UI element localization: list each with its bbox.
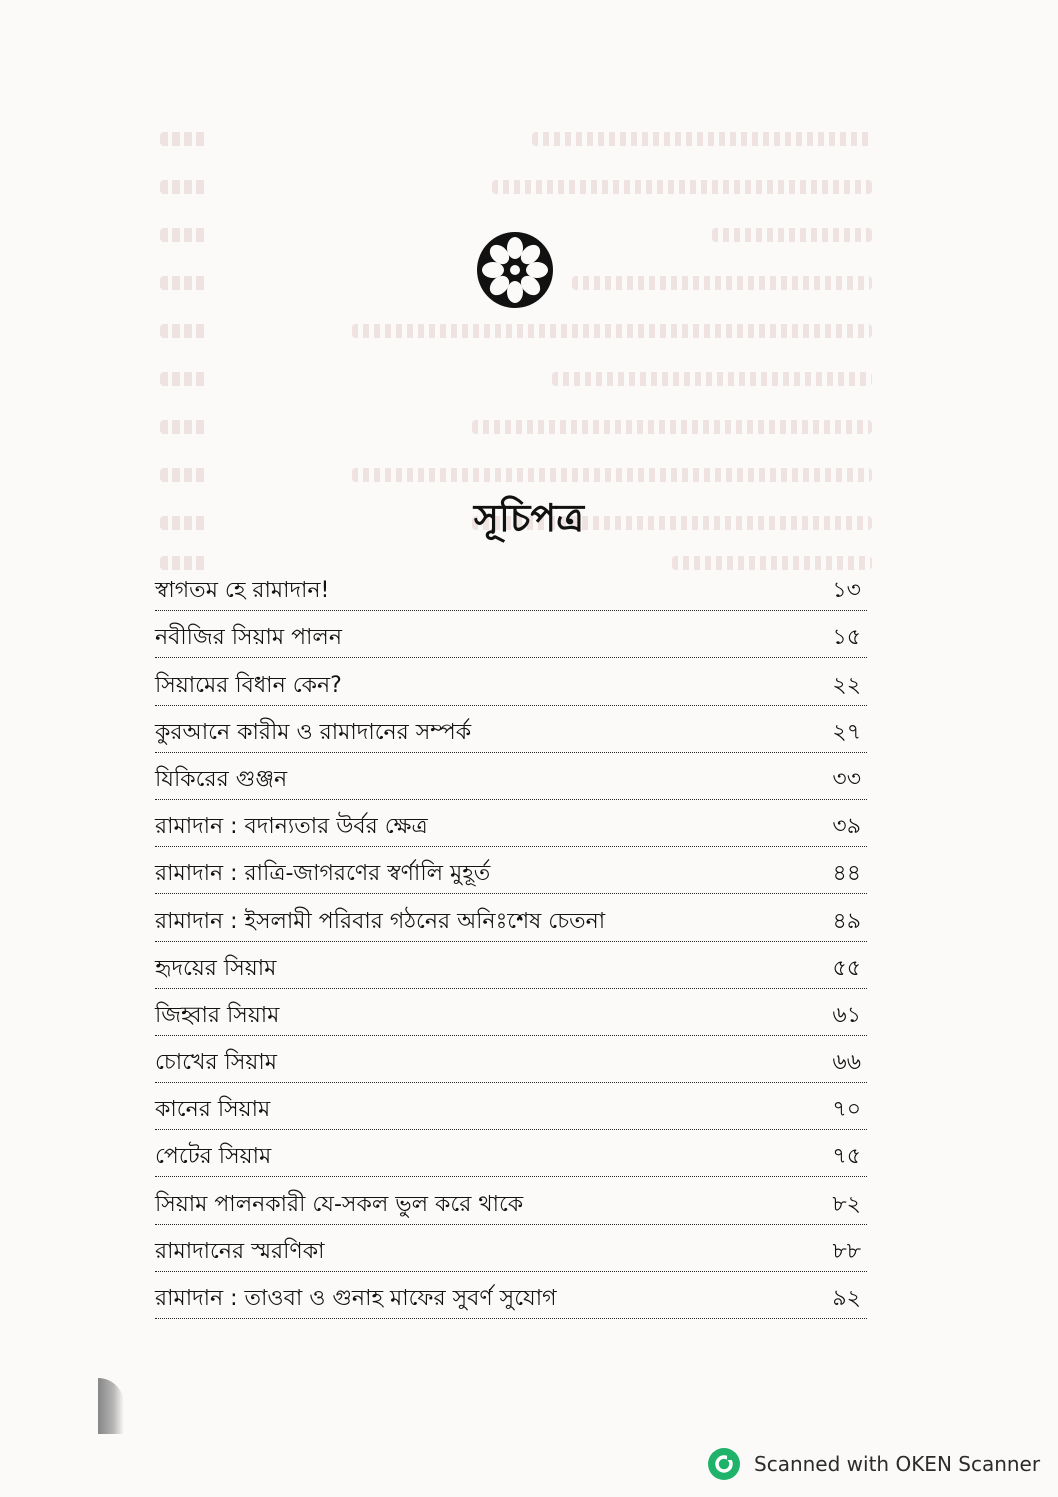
toc-entry-title: কুরআনে কারীম ও রামাদানের সম্পর্ক (155, 719, 472, 745)
toc-entry-title: হৃদয়ের সিয়াম (155, 955, 277, 981)
toc-row (155, 706, 867, 753)
table-of-contents (155, 564, 867, 1319)
toc-row (155, 1177, 867, 1224)
toc-entry-page: ৪৯ (832, 908, 861, 934)
toc-row (155, 658, 867, 705)
toc-row (155, 1083, 867, 1130)
toc-row (155, 564, 867, 611)
toc-entry-page: ৪৪ (832, 861, 861, 887)
toc-row (155, 894, 867, 941)
toc-entry-title: জিহ্বার সিয়াম (155, 1002, 280, 1028)
toc-entry-title: কানের সিয়াম (155, 1097, 271, 1123)
toc-entry-page: ২৭ (832, 719, 861, 745)
toc-entry-title: যিকিরের গুঞ্জন (155, 766, 288, 792)
toc-entry-page: ৩৯ (832, 814, 861, 840)
toc-row (155, 753, 867, 800)
toc-row (155, 847, 867, 894)
scanner-logo-icon (708, 1448, 740, 1480)
toc-row (155, 1225, 867, 1272)
toc-row (155, 989, 867, 1036)
toc-entry-page: ৬১ (832, 1002, 861, 1028)
toc-entry-title: রামাদান : রাত্রি-জাগরণের স্বর্ণালি মুহূর্ত (155, 861, 491, 887)
toc-entry-title: নবীজির সিয়াম পালন (155, 625, 342, 651)
toc-entry-title: স্বাগতম হে রামাদান! (155, 578, 330, 604)
scanner-watermark (708, 1444, 1048, 1484)
toc-entry-page: ৯২ (832, 1286, 861, 1311)
toc-entry-title: রামাদান : বদান্যতার উর্বর ক্ষেত্র (155, 814, 428, 840)
scan-edge-shadow (98, 1378, 124, 1434)
toc-entry-title: পেটের সিয়াম (155, 1144, 272, 1170)
toc-entry-title: রামাদানের স্মরণিকা (155, 1238, 325, 1264)
toc-entry-title: সিয়ামের বিধান কেন? (155, 672, 342, 698)
toc-entry-page: ৭০ (832, 1097, 861, 1123)
scanner-watermark-text: Scanned with OKEN Scanner (754, 1452, 1041, 1476)
toc-entry-title: রামাদান : ইসলামী পরিবার গঠনের অনিঃশেষ চেতনা (155, 908, 606, 934)
toc-row (155, 800, 867, 847)
toc-entry-title: চোখের সিয়াম (155, 1050, 277, 1076)
toc-row (155, 1036, 867, 1083)
toc-entry-page: ৬৬ (832, 1050, 861, 1076)
toc-row (155, 1272, 867, 1319)
toc-entry-page: ৮৮ (832, 1238, 861, 1264)
toc-entry-page: ৮২ (832, 1191, 861, 1217)
toc-row (155, 942, 867, 989)
toc-entry-title: রামাদান : তাওবা ও গুনাহ মাফের সুবর্ণ সুযোগ (155, 1286, 557, 1311)
toc-entry-page: ১৩ (832, 578, 861, 604)
toc-row (155, 1130, 867, 1177)
toc-entry-title: সিয়াম পালনকারী যে-সকল ভুল করে থাকে (155, 1191, 524, 1217)
toc-entry-page: ৭৫ (832, 1144, 861, 1170)
toc-row (155, 611, 867, 658)
toc-entry-page: ২২ (832, 672, 861, 698)
toc-entry-page: ৫৫ (832, 955, 861, 981)
flower-rosette-icon (475, 230, 555, 310)
toc-entry-page: ১৫ (832, 625, 861, 651)
page-title: সূচিপত্র (473, 495, 585, 540)
toc-entry-page: ৩৩ (832, 766, 861, 792)
